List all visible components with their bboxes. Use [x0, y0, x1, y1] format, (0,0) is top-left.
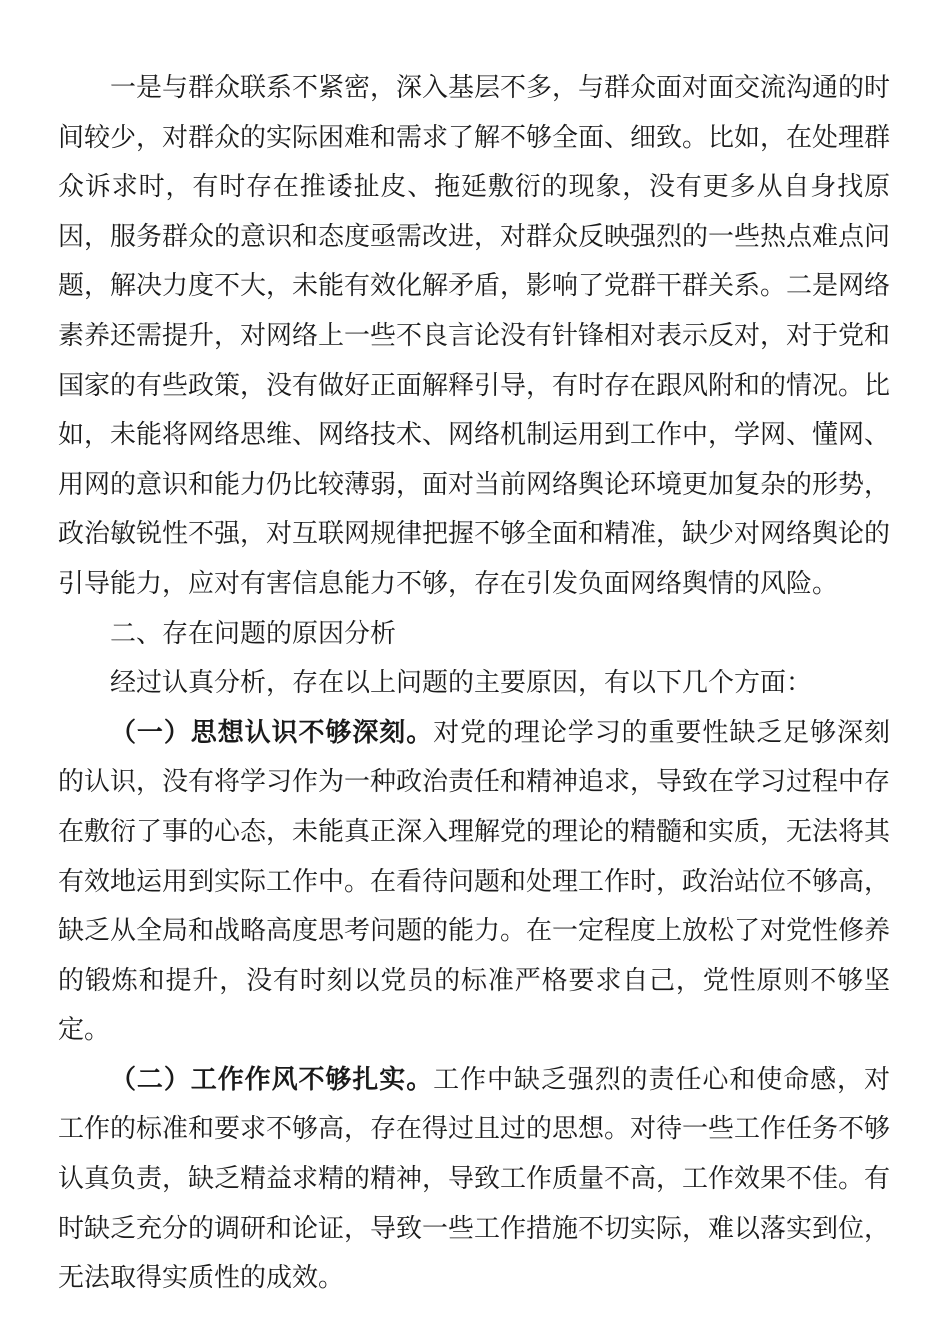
paragraph-text: 一是与群众联系不紧密，深入基层不多，与群众面对面交流沟通的时间较少，对群众的实际困难和需求了解不够全面、细致。比如，在处理群众诉求时，有时存在推诿扯皮、拖延敷衍的现象，没有更多从自身找原因，服务群众的意识和态度亟需改进，对群众反映强烈的一些热点难点问题，解决力度不大，未能有效化解矛盾，影响了党群干群关系。二是网络素养还需提升，对网络上一些不良言论没有针锋相对表示反对，对于党和国家的有些政策，没有做好正面解释引导，有时存在跟风附和的情况。比如，未能将网络思维、网络技术、网络机制运用到工作中，学网、懂网、用网的意识和能力仍比较薄弱，面对当前网络舆论环境更加复杂的形势，政治敏锐性不强，对互联网规律把握不够全面和精准，缺少对网络舆论的引导能力，应对有害信息能力不够，存在引发负面网络舆情的风险。	[58, 73, 891, 599]
subheading-ideology: （一）思想认识不够深刻。	[110, 717, 434, 748]
paragraph-cause-2	[58, 1056, 890, 1304]
section-heading-cause-analysis	[58, 610, 890, 660]
paragraph-cause-1	[58, 709, 890, 1056]
paragraph-text: 经过认真分析，存在以上问题的主要原因，有以下几个方面：	[110, 668, 813, 699]
paragraph-text: 对党的理论学习的重要性缺乏足够深刻的认识，没有将学习作为一种政治责任和精神追求，导致在学习过程中存在敷衍了事的心态，未能真正深入理解党的理论的精髓和实质，无法将其有效地运用到实际工作中。在看待问题和处理工作时，政治站位不够高，缺乏从全局和战略高度思考问题的能力。在一定程度上放松了对党性修养的锻炼和提升，没有时刻以党员的标准严格要求自己，党性原则不够坚定。	[58, 717, 891, 1046]
paragraph-text: 工作中缺乏强烈的责任心和使命感，对工作的标准和要求不够高，存在得过且过的思想。对待一些工作任务不够认真负责，缺乏精益求精的精神，导致工作质量不高，工作效果不佳。有时缺乏充分的调研和论证，导致一些工作措施不切实际，难以落实到位，无法取得实质性的成效。	[58, 1064, 891, 1294]
subheading-work-style: （二）工作作风不够扎实。	[110, 1064, 434, 1095]
heading-text: 二、存在问题的原因分析	[110, 618, 397, 649]
document-body	[58, 64, 890, 1304]
paragraph-intro	[58, 659, 890, 709]
paragraph-problems	[58, 64, 890, 610]
